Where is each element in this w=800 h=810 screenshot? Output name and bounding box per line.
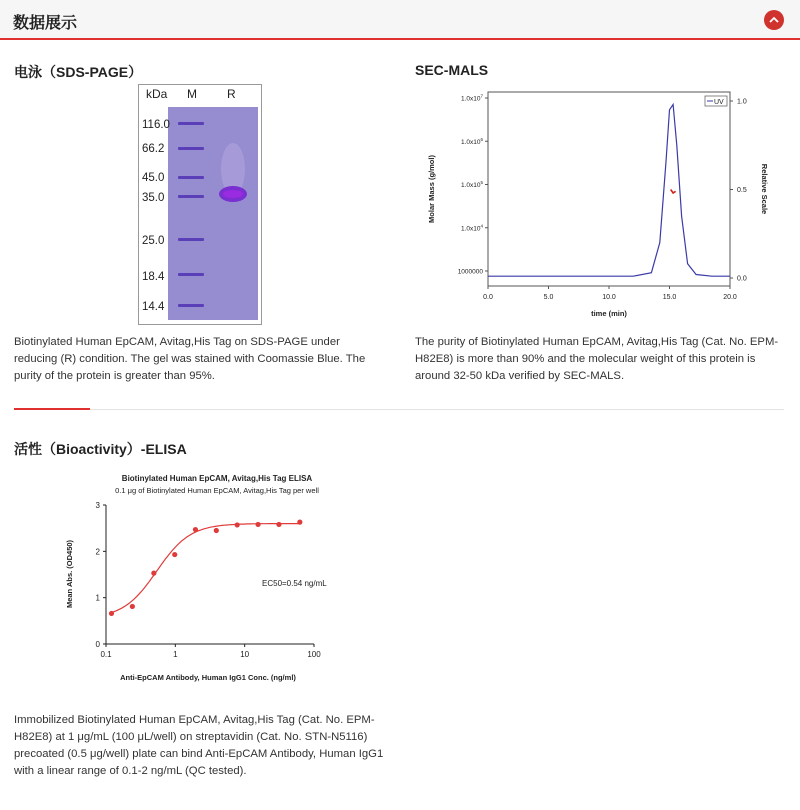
gel-kda-label: kDa <box>146 87 168 101</box>
x-tick-label: 0.1 <box>100 650 112 659</box>
chevron-up-icon <box>769 16 779 24</box>
gel-marker-label: 116.0 <box>142 119 170 131</box>
x-tick-label: 5.0 <box>543 294 554 301</box>
elisa-data-point <box>193 527 198 532</box>
gel-marker-label: 18.4 <box>142 271 165 283</box>
elisa-data-point <box>151 571 156 576</box>
sec-mals-plot-frame <box>488 92 730 286</box>
elisa-data-point <box>255 522 260 527</box>
gel-marker-label: 66.2 <box>142 143 165 155</box>
elisa-data-point <box>130 604 135 609</box>
section-header-title: 数据展示 <box>13 15 78 32</box>
y-tick-label: 2 <box>95 547 100 557</box>
elisa-data-point <box>276 522 281 527</box>
x-tick-label: 0.0 <box>483 294 493 301</box>
y-tick-label: 0 <box>95 640 100 649</box>
section-divider <box>14 409 784 410</box>
uv-series-line <box>488 105 730 277</box>
y-tick-label: $1.0x10^6$ <box>460 136 483 146</box>
collapse-button[interactable] <box>764 10 784 30</box>
x-tick-label: 20.0 <box>723 294 737 301</box>
elisa-fit-curve <box>112 524 300 613</box>
elisa-data-point <box>235 522 240 527</box>
sds-page-gel-image <box>138 84 262 325</box>
elisa-title: 活性（Bioactivity）-ELISA <box>14 441 187 457</box>
elisa-y-axis-label: Mean Abs. (OD450) <box>65 539 74 609</box>
section-header <box>0 0 800 40</box>
elisa-data-point <box>172 552 177 557</box>
sds-page-title: 电泳（SDS-PAGE） <box>14 64 143 80</box>
section-divider-accent <box>14 408 90 410</box>
sds-page-caption: Biotinylated Human EpCAM, Avitag,His Tag on SDS-PAGE under reducing (R) condition. The gel was stained with Coomassie Blue. The purity of the protein is greater than 95%. <box>14 336 366 382</box>
x-tick-label: 10.0 <box>602 294 616 301</box>
sec-mals-chart <box>420 84 780 324</box>
y-tick-label: $1.0x10^4$ <box>460 223 483 233</box>
gel-marker-label: 35.0 <box>142 192 165 204</box>
elisa-chart-subtitle: 0.1 μg of Biotinylated Human EpCAM, Avitag,His Tag per well <box>115 486 319 495</box>
sec-mals-x-axis-label: time (min) <box>591 309 627 318</box>
legend-uv-label: UV <box>714 99 724 106</box>
elisa-data-point <box>109 611 114 616</box>
x-tick-label: 10 <box>240 650 250 659</box>
elisa-chart <box>60 468 360 693</box>
y-tick-label: 1000000 <box>457 268 483 276</box>
elisa-chart-title: Biotinylated Human EpCAM, Avitag,His Tag ELISA <box>121 474 313 483</box>
sec-mals-y2-axis-label: Relative Scale <box>760 163 769 215</box>
y-tick-label: $1.0x10^5$ <box>460 180 483 189</box>
sec-mals-y-axis-label: Molar Mass (g/mol) <box>427 155 436 223</box>
sec-mals-caption: The purity of Biotinylated Human EpCAM, Avitag,His Tag (Cat. No. EPM-H82E8) is more than 90% and the molecular weight of this protein is around 32-50 kDa verified by SEC-MALS. <box>415 336 779 382</box>
y2-tick-label: 1.0 <box>737 98 747 106</box>
y2-tick-label: 0.0 <box>737 275 747 283</box>
y-tick-label: 3 <box>95 501 100 510</box>
gel-lane-m-label: M <box>187 87 197 101</box>
x-tick-label: 1 <box>173 650 178 659</box>
elisa-data-point <box>297 520 302 525</box>
elisa-caption: Immobilized Biotinylated Human EpCAM, Avitag,His Tag (Cat. No. EPM-H82E8) at 1 μg/mL (100 μL/well) on streptavidin (Cat. No. STN-N5116) precoated (0.5 μg/well) plate can bind Anti-EpCAM Antibody, Human IgG1 with a linear range of 0.1-2 ng/mL (QC tested). <box>14 714 384 777</box>
molar-mass-series <box>671 190 676 194</box>
elisa-data-point <box>214 528 219 533</box>
gel-marker-label: 45.0 <box>142 172 165 184</box>
gel-lane-r-label: R <box>227 87 236 101</box>
gel-marker-label: 25.0 <box>142 235 165 247</box>
y-tick-label: 1 <box>95 593 100 603</box>
sec-mals-legend <box>705 96 727 106</box>
gel-sample-band-core <box>223 190 243 198</box>
x-tick-label: 15.0 <box>662 294 677 301</box>
x-tick-label: 100 <box>307 650 321 659</box>
y-tick-label: $1.0x10^7$ <box>460 93 483 103</box>
y2-tick-label: 0.5 <box>737 187 747 194</box>
elisa-x-axis-label: Anti-EpCAM Antibody, Human IgG1 Conc. (ng/ml) <box>120 673 296 682</box>
sec-mals-title: SEC-MALS <box>415 62 489 78</box>
gel-marker-label: 14.4 <box>142 301 165 313</box>
elisa-ec50-annotation: EC50=0.54 ng/mL <box>262 579 327 588</box>
